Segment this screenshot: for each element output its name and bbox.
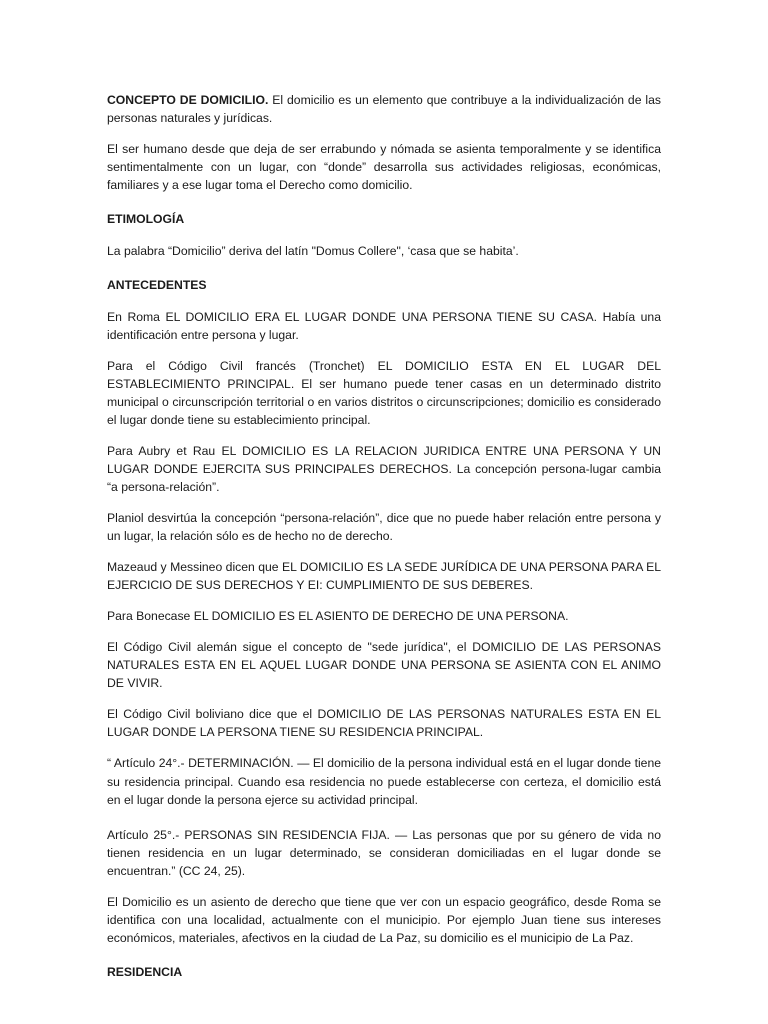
paragraph-codigo-boliviano: El Código Civil boliviano dice que el DOMICILIO DE LAS PERSONAS NATURALES ESTA EN EL LUGAR DONDE LA PERSONA TIENE SU RESIDENCIA PRINCIPAL. bbox=[107, 707, 661, 739]
paragraph-asiento-derecho: El Domicilio es un asiento de derecho que tiene que ver con un espacio geográfico, desde Roma se identifica con una localidad, actualmente con el municipio. Por ejemplo Juan tiene sus intereses económicos, materiales, afectivos en la ciudad de La Paz, su domicilio es el municipio de La Paz. bbox=[107, 894, 661, 945]
paragraph-planiol: Planiol desvirtúa la concepción “persona-relación”, dice que no puede haber relación entre persona y un lugar, la relación sólo es de hecho no de derecho. bbox=[107, 511, 661, 543]
concepto-lead: CONCEPTO DE DOMICILIO. bbox=[107, 93, 269, 107]
paragraph-bonecase: Para Bonecase EL DOMICILIO ES EL ASIENTO DE DERECHO DE UNA PERSONA. bbox=[107, 609, 569, 623]
paragraph-articulo-25: Artículo 25°.- PERSONAS SIN RESIDENCIA FIJA. — Las personas que por su género de vida no tienen residencia en un lugar determinado, se consideran domiciliadas en el lugar donde se encuentran.” (CC 24, 25). bbox=[107, 827, 661, 878]
concepto-text: El domicilio es un elemento que contribuye a la individualización de las personas naturales y jurídicas. bbox=[107, 93, 661, 125]
heading-etimologia: ETIMOLOGÍA bbox=[107, 212, 185, 226]
paragraph-concepto bbox=[107, 91, 661, 127]
paragraph-aubry-rau: Para Aubry et Rau EL DOMICILIO ES LA RELACION JURIDICA ENTRE UNA PERSONA Y UN LUGAR DONDE EJERCITA SUS PRINCIPALES DERECHOS. La concepción persona-lugar cambia “a persona-relación”. bbox=[107, 444, 661, 494]
paragraph-roma: En Roma EL DOMICILIO ERA EL LUGAR DONDE UNA PERSONA TIENE SU CASA. Había una identificación entre persona y lugar. bbox=[107, 310, 661, 342]
heading-residencia: RESIDENCIA bbox=[107, 964, 183, 979]
paragraph-mazeaud: Mazeaud y Messineo dicen que EL DOMICILIO ES LA SEDE JURÍDICA DE UNA PERSONA PARA EL EJERCICIO DE SUS DERECHOS Y EI: CUMPLIMIENTO DE SUS DEBERES. bbox=[107, 560, 661, 592]
paragraph-ser-humano: El ser humano desde que deja de ser errabundo y nómada se asienta temporalmente y se identifica sentimentalmente con un lugar, con “donde” desarrolla sus actividades religiosas, económicas, familiares y a ese lugar toma el Derecho como domicilio. bbox=[107, 142, 661, 192]
paragraph-codigo-aleman: El Código Civil alemán sigue el concepto de "sede jurídica", el DOMICILIO DE LAS PERSONAS NATURALES ESTA EN EL AQUEL LUGAR DONDE UNA PERSONA SE ASIENTA CON EL ANIMO DE VIVIR. bbox=[107, 640, 661, 690]
paragraph-etimologia: La palabra “Domicilio” deriva del latín "Domus Collere", ‘casa que se habita’. bbox=[107, 244, 519, 258]
heading-antecedentes: ANTECEDENTES bbox=[107, 278, 207, 292]
paragraph-codigo-frances: Para el Código Civil francés (Tronchet) EL DOMICILIO ESTA EN EL LUGAR DEL ESTABLECIMIENTO PRINCIPAL. El ser humano puede tener casas en un determinado distrito municipal o circunscripción territorial o en varios distritos o circunscripciones; domicilio es considerado el lugar donde tiene su establecimiento principal. bbox=[107, 359, 661, 427]
paragraph-articulo-24: “ Artículo 24°.- DETERMINACIÓN. — El domicilio de la persona individual está en el lugar donde tiene su residencia principal. Cuando esa residencia no puede establecerse con certeza, el domicilio está en el lugar donde la persona ejerce su actividad principal. bbox=[107, 756, 661, 807]
